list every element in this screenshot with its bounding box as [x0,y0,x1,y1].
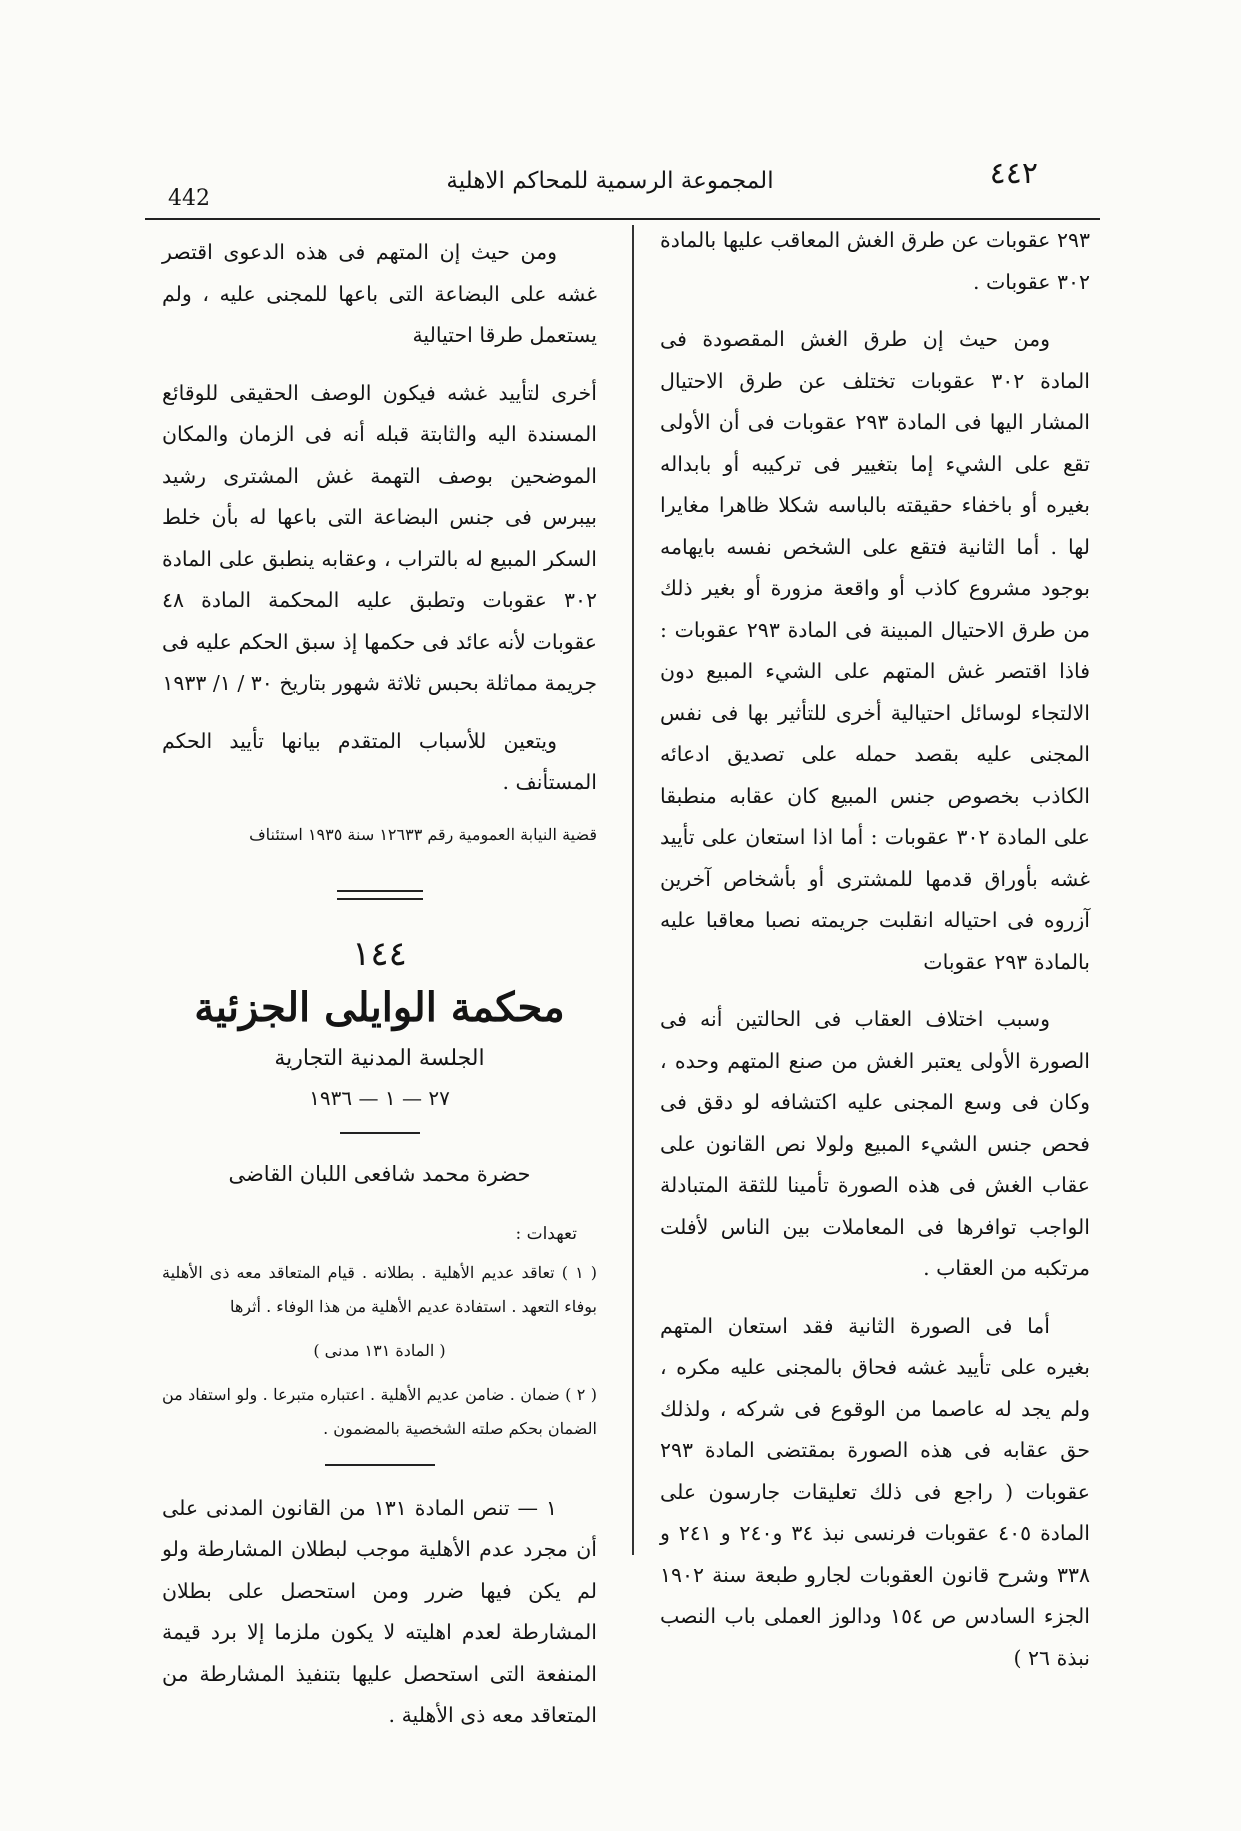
court-name: محكمة الوايلى الجزئية [194,983,565,1031]
session-date: ٢٧ — ١ — ١٩٣٦ [309,1085,450,1110]
paragraph: ومن حيث إن المتهم فى هذه الدعوى اقتصر غشه على البضاعة التى باعها للمجنى عليه ، ولم يستعمل طرقا احتيالية [162,240,597,347]
notes-heading: تعهدات : [515,1223,577,1244]
headnote: ( ١ ) تعاقد عديم الأهلية . بطلانه . قيام المتعاقد معه ذى الأهلية بوفاء التعهد . استفادة عديم الأهلية من هذا الوفاء . أثرها [162,1262,598,1316]
case-citation: قضية النيابة العمومية رقم ١٢٦٣٣ سنة ١٩٣٥ استئناف [249,824,597,844]
paragraph: وسبب اختلاف العقاب فى الحالتين أنه فى الصورة الأولى يعتبر الغش من صنع المتهم وحده ، وكان فى وسع المجنى عليه اكتشافه لو دقق فى فحص جنس الشيء المبيع ولولا نص القانون على عقاب الغش فى هذه الصورة تأمينا للثقة المتبادلة الواجب توافرها فى المعاملات بين الناس لأفلت مرتكبه من العقاب . [660,1007,1090,1280]
session-name: الجلسة المدنية التجارية [274,1045,485,1071]
running-title: المجموعة الرسمية للمحاكم الاهلية [446,168,774,194]
paragraph: ومن حيث إن طرق الغش المقصودة فى المادة ٣٠٢ عقوبات تختلف عن طرق الاحتيال المشار اليها فى المادة ٢٩٣ عقوبات فى أن الأولى تقع على الشيء إما بتغيير فى تركيبه أو بابداله بغيره أو باخفاء حقيقته بالباسه شكلا ظاهرا مغايرا لها . أما الثانية فتقع على الشخص نفسه بايهامه بوجود مشروع كاذب أو واقعة مزورة أو بغير ذلك من طرق الاحتيال المبينة فى المادة ٢٩٣ عقوبات : فاذا اقتصر غش المتهم على الشيء المبيع دون الالتجاء لوسائل احتيالية أخرى للتأثير بها فى نفس المجنى عليه بقصد حمله على تصديق ادعائه الكاذب بخصوص جنس المبيع كان عقابه منطبقا على المادة ٣٠٢ عقوبات : أما اذا استعان على تأييد غشه بأوراق قدمها للمشترى أو بأشخاص آخرين آزروه فى احتياله انقلبت جريمته نصبا معاقبا عليه بالمادة ٢٩٣ عقوبات [660,327,1090,974]
paragraph: أما فى الصورة الثانية فقد استعان المتهم بغيره على تأييد غشه فحاق بالمجنى عليه مكره ، ولم يجد له عاصما من الوقوع فى شركه ، ولذلك حق عقابه فى هذه الصورة بمقتضى المادة ٢٩٣ عقوبات ( راجع فى ذلك تعليقات جارسون على المادة ٤٠٥ عقوبات فرنسى نبذ ٣٤ و٢٤٠ و ٢٤١ و ٣٣٨ وشرح قانون العقوبات لجارو طبعة سنة ١٩٠٢ الجزء السادس ص ١٥٤ ودالوز العملى باب النصب نبذة ٢٦ ) [660,1313,1090,1670]
headnote-reference: ( المادة ١٣١ مدنى ) [313,1340,446,1360]
case-number: ١٤٤ [352,933,407,974]
judge-name: حضرة محمد شافعى اللبان القاضى [228,1161,531,1186]
paragraph: ١ — تنص المادة ١٣١ من القانون المدنى على أن مجرد عدم الأهلية موجب لبطلان المشارطة ولو لم يكن فيها ضرر ومن استحصل على بطلان المشارطة لعدم اهليته لا يكون ملزما إلا برد قيمة المنفعة التى استحصل عليها بتنفيذ المشارطة من المتعاقد معه ذى الأهلية . [162,1495,597,1727]
divider [340,1132,420,1134]
left-column [162,232,597,1753]
page-number-latin: 442 [168,186,210,211]
divider [325,1464,435,1466]
right-column [660,220,1090,1695]
column-divider [632,225,634,1555]
paragraph: ويتعين للأسباب المتقدم بيانها تأييد الحكم المستأنف . [162,728,597,794]
page-number-arabic: ٤٤٢ [989,156,1038,191]
paragraph: أخرى لتأييد غشه فيكون الوصف الحقيقى للوقائع المسندة اليه والثابتة قبله أنه فى الزمان والمكان الموضحين بوصف التهمة غش المشترى رشيد بيبرس فى جنس البضاعة التى باعها له بأن خلط السكر المبيع له بالتراب ، وعقابه ينطبق على المادة ٣٠٢ عقوبات وتطبق عليه المحكمة المادة ٤٨ عقوبات لأنه عائد فى حكمها إذ سبق الحكم عليه فى جريمة مماثلة بحبس ثلاثة شهور بتاريخ ٣٠ / ١/ ١٩٣٣ [162,380,597,695]
headnote: ( ٢ ) ضمان . ضامن عديم الأهلية . اعتباره متبرعا . ولو استفاد من الضمان بحكم صلته الشخصية بالمضمون . [162,1384,598,1438]
section-divider [337,890,423,900]
paragraph: ٢٩٣ عقوبات عن طرق الغش المعاقب عليها بالمادة ٣٠٢ عقوبات . [660,228,1090,294]
